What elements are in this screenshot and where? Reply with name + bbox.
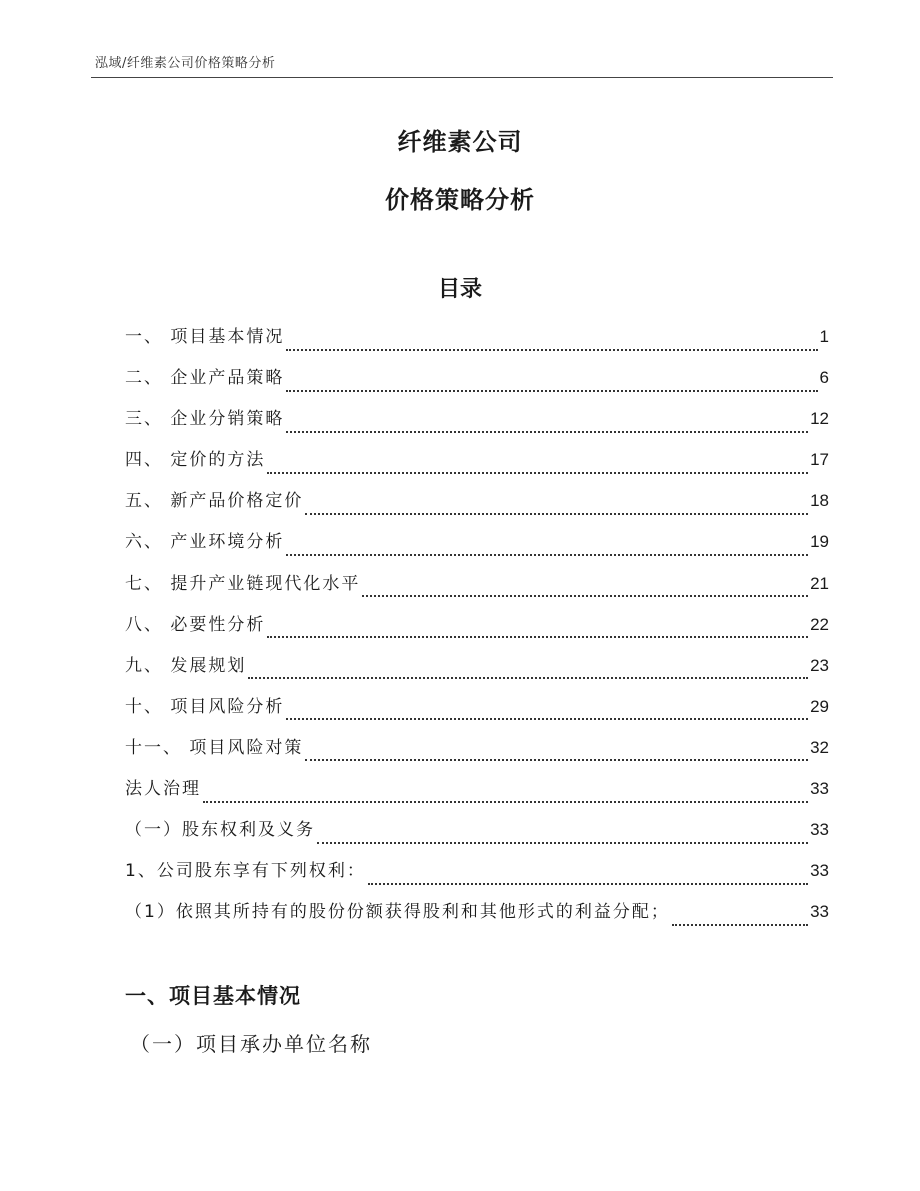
- toc-entry-label: 一、 项目基本情况: [125, 327, 285, 347]
- toc-entry-page: 23: [810, 655, 829, 675]
- toc-entry-label: （一）股东权利及义务: [125, 820, 315, 841]
- document-title-company: 纤维素公司: [397, 128, 523, 156]
- toc-entry-page: 18: [810, 491, 829, 511]
- table-of-contents: [125, 322, 829, 938]
- toc-entry-page: 33: [810, 902, 829, 922]
- toc-entry-page: 19: [810, 532, 829, 552]
- toc-entry-page: 33: [810, 820, 829, 840]
- toc-entry[interactable]: [125, 733, 829, 774]
- toc-entry-label: 法人治理: [125, 779, 201, 800]
- toc-entry-label: 四、 定价的方法: [125, 450, 266, 471]
- toc-entry[interactable]: [125, 486, 829, 527]
- toc-entry-page: 33: [810, 779, 829, 799]
- toc-leader-dots: [267, 636, 808, 638]
- toc-leader-dots: [305, 513, 808, 515]
- toc-leader-dots: [248, 677, 808, 679]
- toc-entry-page: 17: [810, 450, 829, 470]
- toc-entry-page: 33: [810, 861, 829, 881]
- toc-entry-label: 二、 企业产品策略: [125, 368, 285, 389]
- toc-leader-dots: [286, 390, 817, 392]
- toc-leader-dots: [267, 472, 808, 474]
- toc-leader-dots: [203, 801, 808, 803]
- toc-entry[interactable]: [125, 856, 829, 897]
- toc-entry[interactable]: [125, 322, 829, 363]
- toc-entry-label: 五、 新产品价格定价: [125, 491, 304, 512]
- toc-leader-dots: [362, 595, 808, 597]
- toc-entry[interactable]: [125, 897, 829, 938]
- toc-entry-page: 12: [810, 409, 829, 429]
- toc-entry[interactable]: [125, 815, 829, 856]
- toc-entry-page: 21: [810, 573, 829, 593]
- toc-leader-dots: [305, 759, 808, 761]
- toc-entry[interactable]: [125, 692, 829, 733]
- toc-entry-page: 22: [810, 614, 829, 634]
- toc-leader-dots: [672, 924, 808, 926]
- toc-entry-page: 32: [810, 737, 829, 757]
- toc-entry-label: 九、 发展规划: [125, 655, 247, 676]
- toc-heading: 目录: [437, 277, 482, 302]
- subsection-heading: （一）项目承办单位名称: [130, 1032, 372, 1056]
- toc-entry-label: 六、 产业环境分析: [125, 532, 285, 553]
- toc-entry-label: 1、公司股东享有下列权利：: [125, 861, 366, 882]
- toc-entry[interactable]: [125, 363, 829, 404]
- header-divider: [91, 77, 833, 78]
- toc-leader-dots: [286, 349, 817, 351]
- running-header: 泓域/纤维素公司价格策略分析: [95, 56, 276, 71]
- toc-entry[interactable]: [125, 445, 829, 486]
- toc-leader-dots: [286, 718, 808, 720]
- toc-entry-label: 三、 企业分销策略: [125, 409, 285, 430]
- toc-entry-page: 6: [819, 368, 829, 388]
- toc-leader-dots: [317, 842, 808, 844]
- toc-entry-label: 十、 项目风险分析: [125, 696, 285, 717]
- toc-entry[interactable]: [125, 774, 829, 815]
- document-title-subject: 价格策略分析: [385, 186, 535, 214]
- toc-entry[interactable]: [125, 569, 829, 610]
- toc-entry-label: 八、 必要性分析: [125, 614, 266, 635]
- toc-entry-page: 1: [819, 327, 829, 346]
- toc-entry[interactable]: [125, 610, 829, 651]
- toc-entry-label: （1）依照其所持有的股份份额获得股利和其他形式的利益分配；: [125, 902, 670, 923]
- toc-entry[interactable]: [125, 651, 829, 692]
- toc-entry[interactable]: [125, 404, 829, 445]
- toc-entry-label: 七、 提升产业链现代化水平: [125, 573, 361, 594]
- section-heading: 一、项目基本情况: [125, 984, 301, 1008]
- toc-entry-page: 29: [810, 696, 829, 716]
- toc-leader-dots: [286, 431, 808, 433]
- toc-entry-label: 十一、 项目风险对策: [125, 737, 304, 758]
- toc-leader-dots: [368, 883, 808, 885]
- toc-leader-dots: [286, 554, 808, 556]
- toc-entry[interactable]: [125, 527, 829, 568]
